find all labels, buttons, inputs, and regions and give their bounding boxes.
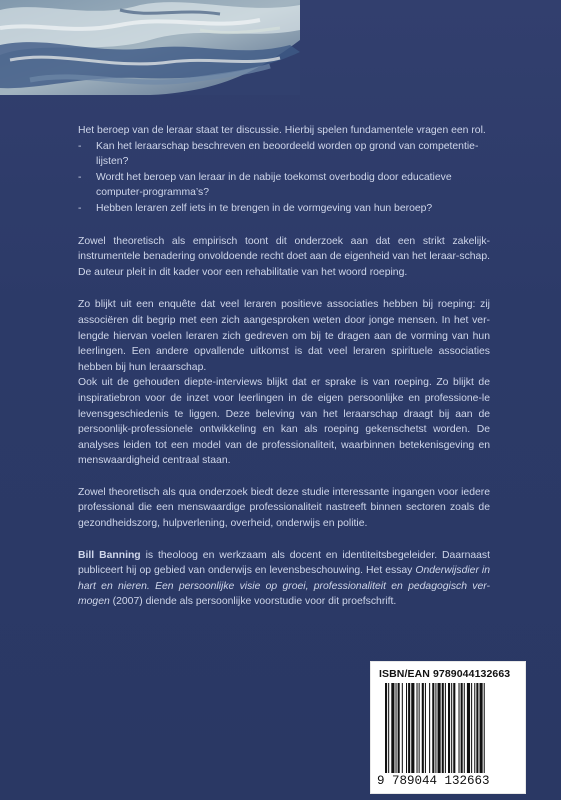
isbn-barcode [370, 661, 526, 794]
intro-text: Het beroep van de leraar staat ter discussie. Hierbij spelen fundamentele vragen een rol. [78, 125, 486, 136]
barcode-bars [385, 683, 517, 778]
bullet-dash: - [78, 202, 82, 214]
back-cover-text [78, 123, 490, 610]
question-item: - Hebben leraren zelf iets in te brengen in de vormgeving van hun beroep? [78, 201, 490, 217]
bullet-dash: - [78, 140, 82, 152]
paragraph-survey: Zo blijkt uit een enquête dat veel leraren positieve associaties hebben bij roeping: zij associëren dit begrip met een zich aangesproken weten door jonge mensen. In het ver-lengde hiervan voelen leraren zich gedreven om bij te dragen aan de vorming van hun leerlingen. Een andere opvallende uitkomst is dat veel leraren spirituele associaties hebben bij hun leraarschap. [78, 299, 490, 373]
question-item: - Wordt het beroep van leraar in de nabije toekomst overbodig door educatieve computer-programma’s? [78, 171, 452, 199]
question-list [78, 139, 490, 217]
paragraph-interviews: Ook uit de gehouden diepte-interviews blijkt dat er sprake is van roeping. Zo blijkt de inspiratiebron voor de inzet voor leerlingen in de eigen persoonlijke en professione-le levensgeschiedenis te liggen. Deze beleving van het leraarschap draagt bij aan de persoonlijk-professionele ontwikkeling en kan als roeping gekenschetst worden. De analyses leiden tot een model van de professionaliteit, waarbinnen betekenisgeving en menswaardigheid centraal staan. [78, 377, 490, 467]
barcode-digits: 9 789044 132663 [377, 774, 490, 788]
essay-title: Onderwijsdier in hart en nieren. Een persoonlijke visie op groei, professionaliteit en pedagogisch ver-mogen [78, 565, 491, 608]
bullet-dash: - [78, 171, 82, 183]
author-name: Bill Banning [78, 549, 141, 561]
paragraph-conclusion: Zowel theoretisch als qua onderzoek biedt deze studie interessante ingangen voor iedere professional die een menswaardige professionaliteit nastreeft binnen sectoren zoals de gezondheidszorg, hulpverlening, overheid, onderwijs en politie. [78, 486, 490, 530]
author-bio: Bill Banning is theoloog en werkzaam als docent en identiteitsbegeleider. Daarnaast publiceert hij op gebied van onderwijs en levensbeschouwing. Het essay Onderwijsdier in hart en nieren. Een persoonlijke visie op groei, professionaliteit en pedagogisch ver-mogen (2007) diende als persoonlijke voorstudie voor dit proefschrift. [78, 549, 491, 608]
question-item: - Kan het leraarschap beschreven en beoordeeld worden op grond van competentie-lijsten? [78, 140, 479, 168]
isbn-label: ISBN/EAN 9789044132663 [379, 668, 511, 680]
paragraph-theory: Zowel theoretisch als empirisch toont dit onderzoek aan dat een strikt zakelijk-instrumentele benadering onvoldoende recht doet aan de eigenheid van het leraar-schap. De auteur pleit in dit kader voor een rehabilitatie van het woord roeping. [78, 235, 490, 278]
cover-painting-image [0, 0, 300, 95]
